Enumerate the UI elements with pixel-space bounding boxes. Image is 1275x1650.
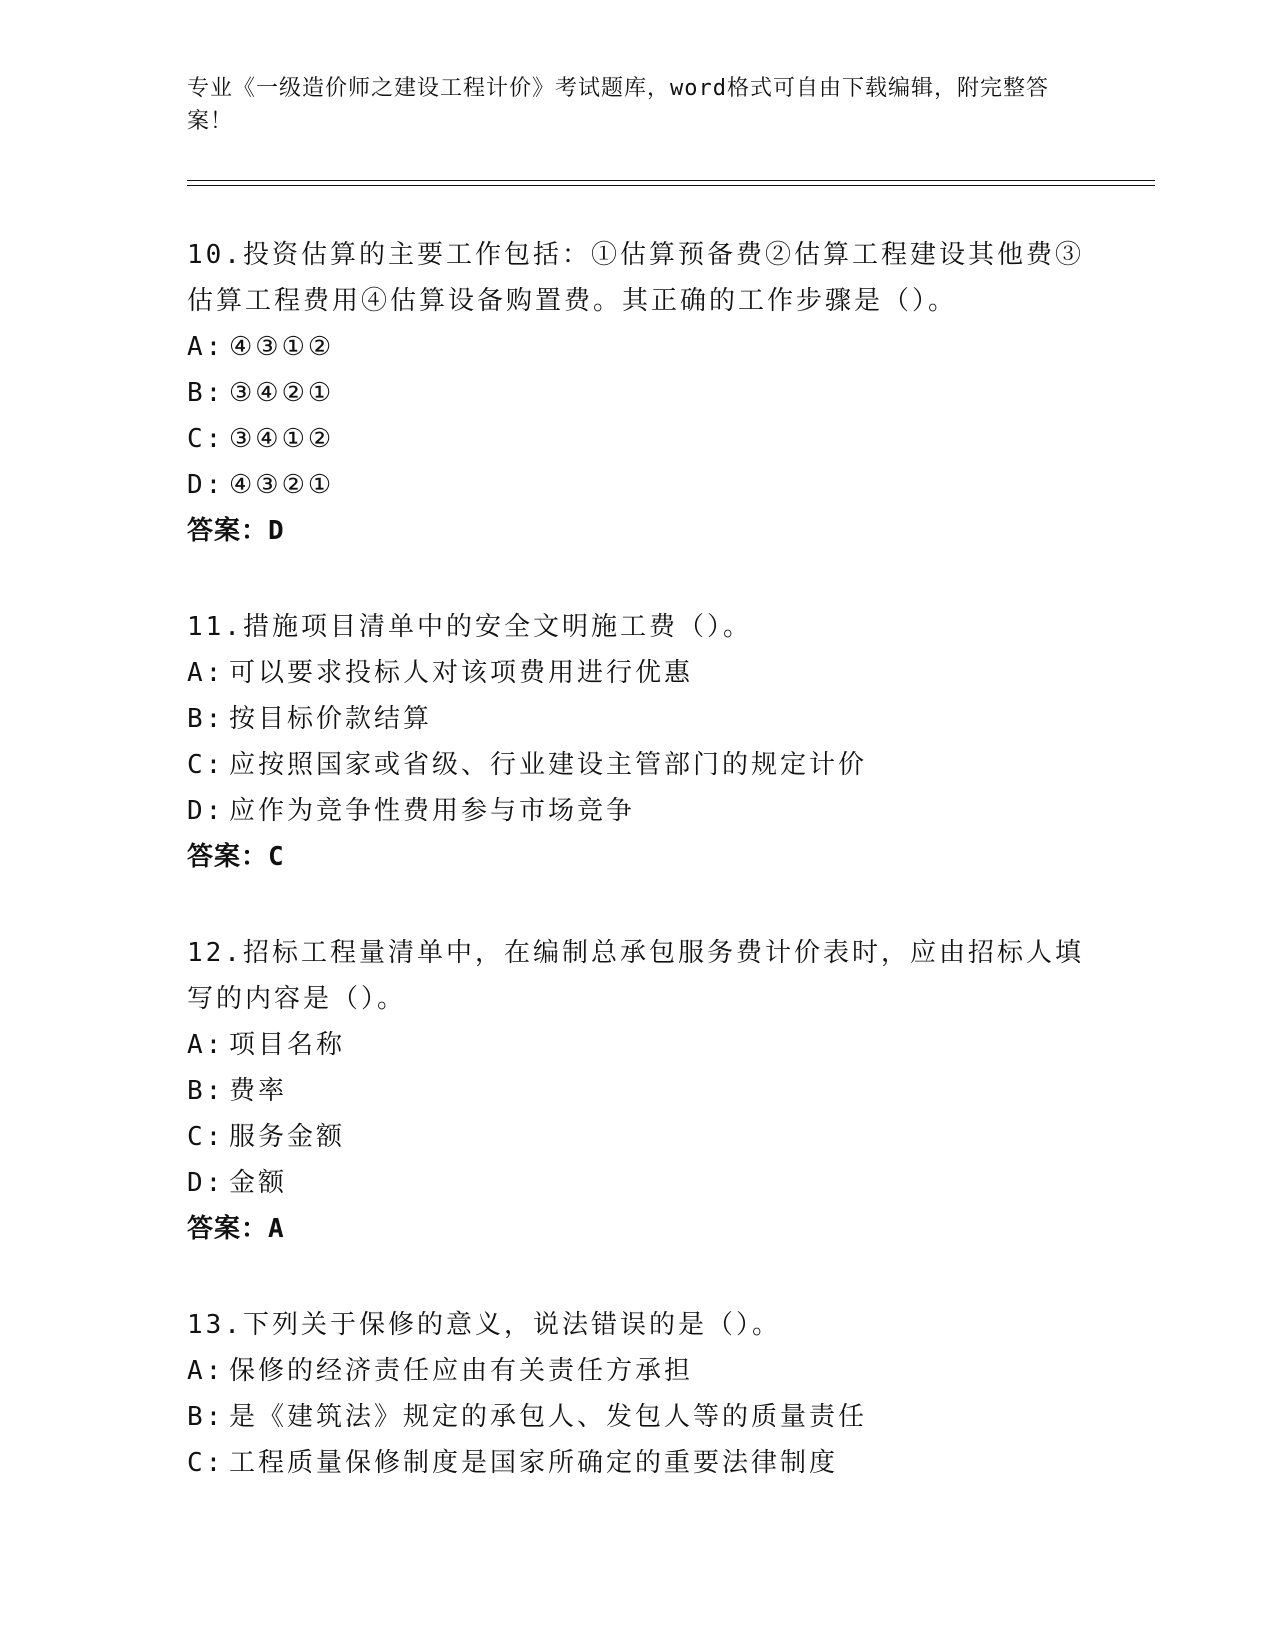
option-a	[187, 1348, 1087, 1394]
option-key: C:	[187, 1122, 225, 1152]
option-key: D:	[187, 470, 225, 500]
option-c	[187, 416, 1087, 462]
option-b	[187, 1068, 1087, 1114]
option-text: 工程质量保修制度是国家所确定的重要法律制度	[229, 1448, 839, 1478]
option-text: ④③①②	[229, 332, 335, 362]
question-13	[187, 1302, 1087, 1486]
option-text: ④③②①	[229, 470, 335, 500]
option-text: 应作为竞争性费用参与市场竞争	[229, 796, 636, 826]
option-c	[187, 1114, 1087, 1160]
option-d	[187, 788, 1087, 834]
option-c	[187, 742, 1087, 788]
option-text: 项目名称	[229, 1030, 346, 1060]
question-12	[187, 930, 1087, 1252]
option-key: B:	[187, 1076, 225, 1106]
header-divider-bottom	[187, 185, 1155, 186]
option-key: B:	[187, 704, 225, 734]
option-key: C:	[187, 1448, 225, 1478]
answer-line: 答案：A	[187, 1214, 285, 1244]
option-b	[187, 370, 1087, 416]
question-list	[187, 232, 1087, 1536]
option-d	[187, 462, 1087, 508]
option-text: 按目标价款结算	[229, 704, 433, 734]
option-key: D:	[187, 1168, 225, 1198]
option-c	[187, 1440, 1087, 1486]
option-text: 金额	[229, 1168, 288, 1198]
option-text: 保修的经济责任应由有关责任方承担	[229, 1356, 694, 1386]
question-10	[187, 232, 1087, 554]
option-key: C:	[187, 424, 225, 454]
option-text: 费率	[229, 1076, 288, 1106]
option-b	[187, 696, 1087, 742]
question-stem: 12.招标工程量清单中，在编制总承包服务费计价表时，应由招标人填写的内容是（）。	[187, 938, 1084, 1014]
option-d	[187, 1160, 1087, 1206]
option-key: A:	[187, 1356, 225, 1386]
answer-line: 答案：D	[187, 516, 285, 546]
option-key: A:	[187, 658, 225, 688]
option-key: B:	[187, 1402, 225, 1432]
option-a	[187, 1022, 1087, 1068]
question-stem: 10.投资估算的主要工作包括：①估算预备费②估算工程建设其他费③估算工程费用④估算设备购置费。其正确的工作步骤是（）。	[187, 240, 1084, 316]
option-b	[187, 1394, 1087, 1440]
option-text: ③④①②	[229, 424, 335, 454]
question-stem: 11.措施项目清单中的安全文明施工费（）。	[187, 612, 752, 642]
option-text: 应按照国家或省级、行业建设主管部门的规定计价	[229, 750, 868, 780]
document-header: 专业《一级造价师之建设工程计价》考试题库，word格式可自由下载编辑，附完整答案！	[187, 76, 1049, 134]
question-11	[187, 604, 1087, 880]
option-key: C:	[187, 750, 225, 780]
question-stem: 13.下列关于保修的意义，说法错误的是（）。	[187, 1310, 781, 1340]
option-key: B:	[187, 378, 225, 408]
option-text: 是《建筑法》规定的承包人、发包人等的质量责任	[229, 1402, 868, 1432]
option-text: 可以要求投标人对该项费用进行优惠	[229, 658, 694, 688]
header-divider-top	[187, 180, 1155, 181]
option-key: A:	[187, 1030, 225, 1060]
option-key: A:	[187, 332, 225, 362]
option-a	[187, 324, 1087, 370]
answer-line: 答案：C	[187, 842, 285, 872]
option-key: D:	[187, 796, 225, 826]
option-text: ③④②①	[229, 378, 335, 408]
option-text: 服务金额	[229, 1122, 346, 1152]
option-a	[187, 650, 1087, 696]
